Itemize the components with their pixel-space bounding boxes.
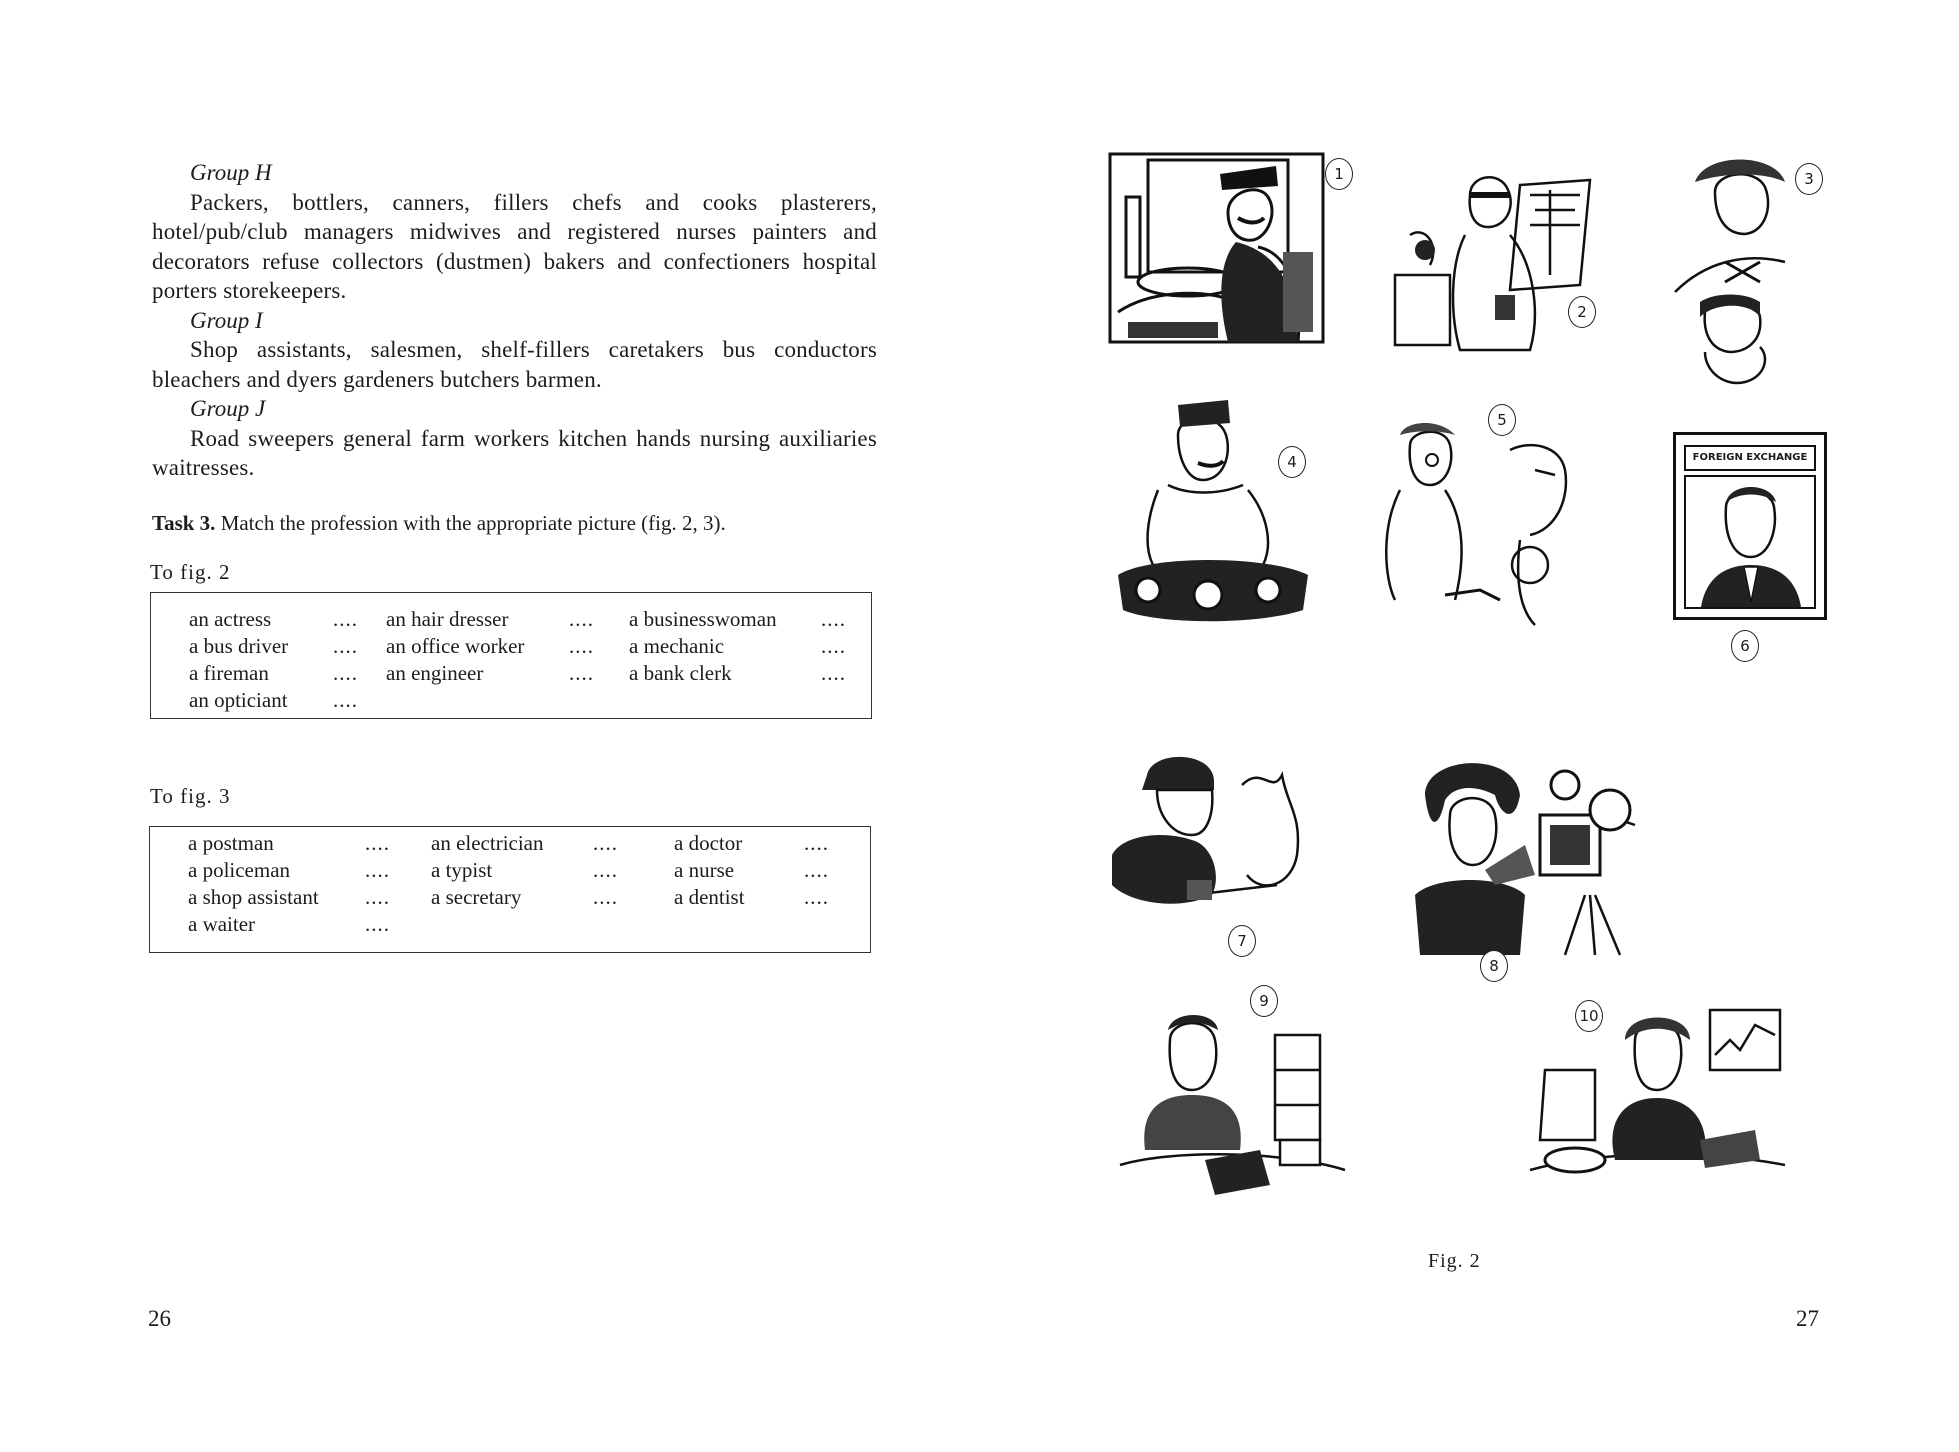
fig3-label: To fig. 3 — [150, 784, 231, 808]
fig3-item-electrician: an electrician .... — [431, 831, 618, 855]
fig3-item-policeman: a policeman .... — [188, 858, 390, 882]
fig2-item-engineer: an engineer .... — [386, 661, 594, 685]
groups-text — [152, 158, 877, 483]
fig3-item-secretary: a secretary .... — [431, 885, 618, 909]
task-3 — [152, 511, 726, 536]
picture-number-9: 9 — [1250, 985, 1278, 1017]
picture-number-8: 8 — [1480, 950, 1508, 982]
fig3-item-nurse: a nurse .... — [674, 858, 829, 882]
picture-number-7: 7 — [1228, 925, 1256, 957]
fig2-item-bank-clerk: a bank clerk .... — [629, 661, 846, 685]
group-h-text: Packers, bottlers, canners, fillers chefs and cooks plasterers, hotel/pub/club managers midwives and registered nurses painters and decorators refuse collectors (dustmen) bakers and confectioners hospital porters storekeepers. — [152, 189, 877, 303]
fig3-item-waiter: a waiter .... — [188, 912, 390, 936]
picture-10-businesswoman — [1525, 1000, 1795, 1195]
right-page — [980, 0, 1959, 1452]
fig2-item-actress: an actress .... — [189, 607, 358, 631]
group-i-title: Group I — [190, 307, 263, 333]
fig3-item-doctor: a doctor .... — [674, 831, 829, 855]
picture-4-mechanic — [1108, 395, 1313, 640]
page-number-right: 27 — [1796, 1306, 1819, 1331]
fig2-item-office-worker: an office worker .... — [386, 634, 594, 658]
figure-caption: Fig. 2 — [1428, 1250, 1481, 1272]
picture-number-5: 5 — [1488, 404, 1516, 436]
fig3-item-dentist: a dentist .... — [674, 885, 829, 909]
page-number-left: 26 — [148, 1306, 171, 1331]
picture-5-opticiant — [1370, 420, 1595, 630]
group-j-title: Group J — [190, 396, 266, 421]
fig3-item-typist: a typist .... — [431, 858, 618, 882]
bank-window — [1684, 475, 1816, 609]
clerk-drawing — [1686, 477, 1814, 607]
fig2-item-mechanic: a mechanic .... — [629, 634, 846, 658]
fig2-item-bus-driver: a bus driver .... — [189, 634, 358, 658]
group-i-text: Shop assistants, salesmen, shelf-fillers caretakers bus conductors bleachers and dyers gardeners butchers barmen. — [152, 337, 877, 392]
fig3-item-shop-assistant: a shop assistant .... — [188, 885, 390, 909]
picture-9-office-worker — [1110, 1000, 1355, 1205]
task-text: Match the profession with the appropriate picture (fig. 2, 3). — [220, 511, 726, 535]
picture-number-4: 4 — [1278, 446, 1306, 478]
picture-number-3: 3 — [1795, 163, 1823, 195]
fig2-box — [150, 592, 872, 719]
task-label: Task 3. — [152, 511, 216, 535]
picture-3-hair-dresser — [1665, 152, 1815, 392]
picture-1-bus-driver — [1108, 152, 1333, 352]
group-h-title: Group H — [190, 160, 272, 185]
picture-number-10: 10 — [1575, 1000, 1603, 1032]
fig3-item-postman: a postman .... — [188, 831, 390, 855]
fig2-item-opticiant: an opticiant .... — [189, 688, 358, 712]
fig2-label: To fig. 2 — [150, 560, 231, 584]
fig2-item-businesswoman: a businesswoman .... — [629, 607, 846, 631]
picture-number-1: 1 — [1325, 158, 1353, 190]
fig2-item-fireman: a fireman .... — [189, 661, 358, 685]
picture-6-bank-clerk — [1673, 432, 1827, 620]
group-j-text: Road sweepers general farm workers kitchen hands nursing auxiliaries waitresses. — [152, 425, 877, 480]
fig3-box — [149, 826, 871, 953]
picture-8-actress — [1405, 755, 1655, 965]
picture-number-6: 6 — [1731, 630, 1759, 662]
picture-7-fireman — [1102, 745, 1307, 935]
foreign-exchange-sign: FOREIGN EXCHANGE — [1684, 445, 1816, 471]
fig2-item-hair-dresser: an hair dresser .... — [386, 607, 594, 631]
picture-number-2: 2 — [1568, 296, 1596, 328]
